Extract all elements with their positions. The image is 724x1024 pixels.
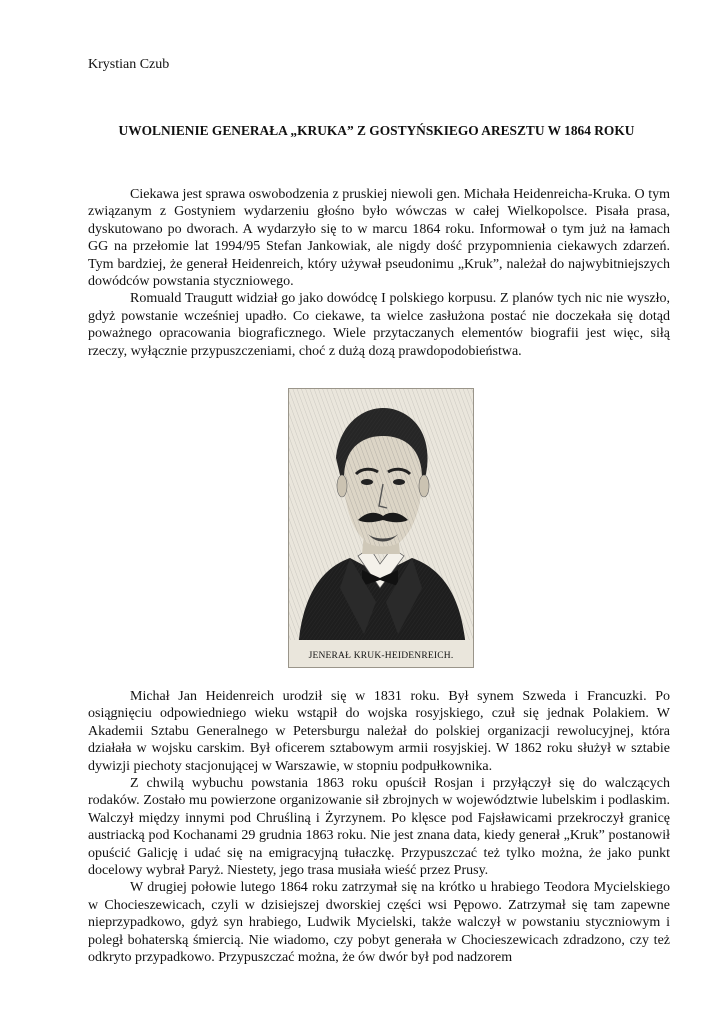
body-text [88, 688, 670, 967]
paragraph: Ciekawa jest sprawa oswobodzenia z pruskiej niewoli gen. Michała Heidenreicha-Kruka. O tym związanym z Gostyniem wydarzeniu głośno było wówczas w całej Wielkopolsce. Pisała prasa, dyskutowano po dworach. A wydarzyło się to w marcu 1864 roku. Informował o tym już na łamach GG na przełomie lat 1994/95 Stefan Jankowiak, ale nigdy dość przypomnienia ciekawych zdarzeń. Tym bardziej, że generał Heidenreich, który używał pseudonimu „Kruk”, należał do najwybitniejszych dowódców powstania styczniowego. [88, 187, 670, 290]
paragraph: Romuald Traugutt widział go jako dowódcę I polskiego korpusu. Z planów tych nic nie wyszło, gdyż powstanie wcześniej upadło. Co ciekawe, ta wielce zasłużona postać nie doczekała się dotąd poważnego opracowania biograficznego. Wiele przytaczanych elementów biografii jest więc, siłą rzeczy, wyłącznie przypuszczeniami, choć z dużą dozą prawdopodobieństwa. [88, 291, 670, 359]
paragraph: Michał Jan Heidenreich urodził się w 1831 roku. Był synem Szweda i Francuzki. Po osiągnięciu odpowiedniego wieku wstąpił do wojska rosyjskiego, czuł się jednak Polakiem. W Akademii Sztabu Generalnego w Petersburgu należał do polskiej organizacji rewolucyjnej, która działała w wojsku carskim. Był oficerem sztabowym armii rosyjskiej. W 1862 roku służył w sztabie dywizji piechoty stacjonującej w Warszawie, w stopniu podpułkownika. [88, 689, 670, 774]
portrait-caption: JENERAŁ KRUK-HEIDENREICH. [308, 651, 454, 661]
portrait-image [288, 388, 474, 668]
intro-text [88, 186, 670, 360]
author-name: Krystian Czub [88, 57, 170, 72]
paragraph: Z chwilą wybuchu powstania 1863 roku opuścił Rosjan i przyłączył się do walczących rodaków. Zostało mu powierzone organizowanie sił zbrojnych w województwie lubelskim i podlaskim. Walczył między innymi pod Chruśliną i Żyrzynem. Po klęsce pod Fajsławicami przekroczył granicę austriacką pod Kochanami 29 grudnia 1863 roku. Nie jest znana data, kiedy generał „Kruk” postanowił opuścić Galicję i udać się na emigracyjną tułaczkę. Przypuszczać też tylko można, że jako punkt docelowy wybrał Paryż. Niestety, jego trasa musiała wieść przez Prusy. [88, 776, 670, 879]
paragraph: W drugiej połowie lutego 1864 roku zatrzymał się na krótko u hrabiego Teodora Mycielskiego w Chocieszewicach, czyli w dzisiejszej dworskiej części wsi Pępowo. Zatrzymał się tam zapewne nieprzypadkowo, gdyż syn hrabiego, Ludwik Mycielski, także walczył w powstaniu styczniowym i poległ bohaterską śmiercią. Nie wiadomo, czy pobyt generała w Chocieszewicach zdradzono, czy też odkryto przypadkowo. Przypuszczać można, że ów dwór był pod nadzorem [88, 880, 670, 966]
article-title: UWOLNIENIE GENERAŁA „KRUKA” Z GOSTYŃSKIEGO ARESZTU W 1864 ROKU [118, 123, 635, 138]
